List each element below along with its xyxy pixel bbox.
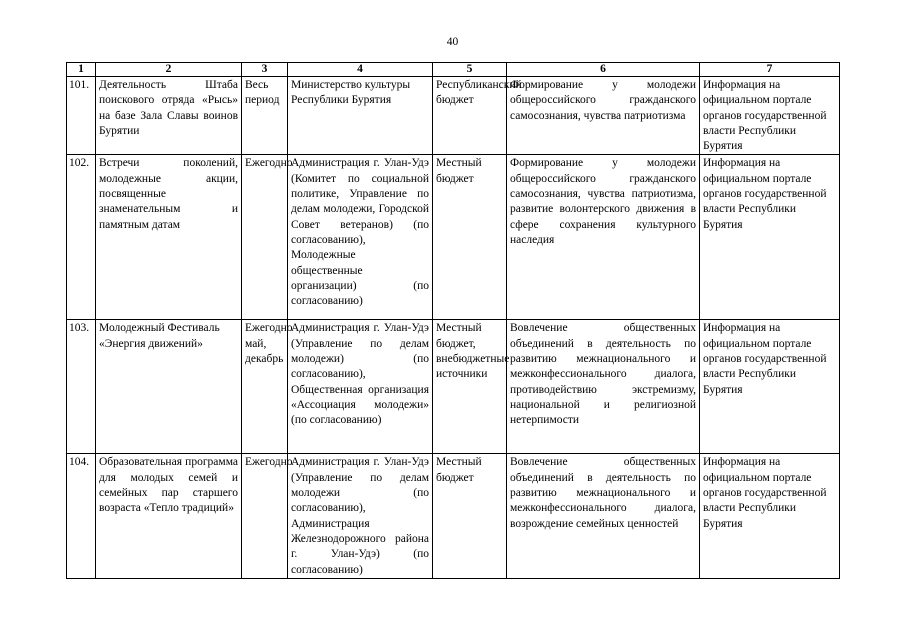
funding-source: Местный бюджет, внебюджетные источники (433, 320, 507, 454)
funding-source: Местный бюджет (433, 155, 507, 320)
event-period: Весь период (242, 77, 288, 155)
info-source: Информация на официальном портале органов государственной власти Республики Бурятия (700, 155, 840, 320)
event-period: Ежегодно (242, 155, 288, 320)
event-name: Образовательная программа для молодых семей и семейных пар старшего возраста «Тепло традиций» (96, 454, 242, 578)
expected-result: Формирование у молодежи общероссийского гражданского самосознания, чувства патриотизма (507, 77, 700, 155)
column-header: 6 (507, 63, 700, 77)
row-number: 104. (67, 454, 96, 578)
expected-result: Формирование у молодежи общероссийского гражданского самосознания, чувства патриотизма, развитие волонтерского движения в сфере сохранения культурного наследия (507, 155, 700, 320)
column-header: 4 (288, 63, 433, 77)
funding-source: Республиканский бюджет (433, 77, 507, 155)
info-source: Информация на официальном портале органов государственной власти Республики Бурятия (700, 454, 840, 578)
header-row (67, 63, 840, 77)
info-source: Информация на официальном портале органов государственной власти Республики Бурятия (700, 320, 840, 454)
event-period: Ежегодно (242, 454, 288, 578)
row-number: 102. (67, 155, 96, 320)
events-table (66, 62, 840, 579)
table-row (67, 155, 840, 320)
column-header: 1 (67, 63, 96, 77)
responsible-org: Администрация г. Улан-Удэ (Управление по делам молодежи) (по согласованию), Общественная организация «Ассоциация молодежи» (по согласованию) (288, 320, 433, 454)
event-name: Встречи поколений, молодежные акции, посвященные знаменательным и памятным датам (96, 155, 242, 320)
responsible-org: Администрация г. Улан-Удэ (Управление по делам молодежи (по согласованию), Администрация Железнодорожного района г. Улан-Удэ) (по согласованию) (288, 454, 433, 578)
expected-result: Вовлечение общественных объединений в деятельность по развитию межнационального и межконфессионального диалога, противодействию экстремизму, национальной и религиозной нетерпимости (507, 320, 700, 454)
responsible-org: Министерство культуры Республики Бурятия (288, 77, 433, 155)
column-header: 2 (96, 63, 242, 77)
row-number: 101. (67, 77, 96, 155)
event-name: Деятельность Штаба поискового отряда «Рысь» на базе Зала Славы воинов Бурятии (96, 77, 242, 155)
info-source: Информация на официальном портале органов государственной власти Республики Бурятия (700, 77, 840, 155)
column-header: 7 (700, 63, 840, 77)
responsible-org: Администрация г. Улан-Удэ (Комитет по социальной политике, Управление по делам молодежи, Городской Совет ветеранов) (по согласованию), Молодежные общественные организации) (по согласованию) (288, 155, 433, 320)
event-period: Ежегодно май, декабрь (242, 320, 288, 454)
expected-result: Вовлечение общественных объединений в деятельность по развитию межнационального и межконфессионального диалога, возрождение семейных ценностей (507, 454, 700, 578)
event-name: Молодежный Фестиваль «Энергия движений» (96, 320, 242, 454)
table-row (67, 320, 840, 454)
table-row (67, 77, 840, 155)
row-number: 103. (67, 320, 96, 454)
column-header: 5 (433, 63, 507, 77)
page-number: 40 (446, 36, 459, 48)
column-header: 3 (242, 63, 288, 77)
funding-source: Местный бюджет (433, 454, 507, 578)
table-row (67, 454, 840, 578)
